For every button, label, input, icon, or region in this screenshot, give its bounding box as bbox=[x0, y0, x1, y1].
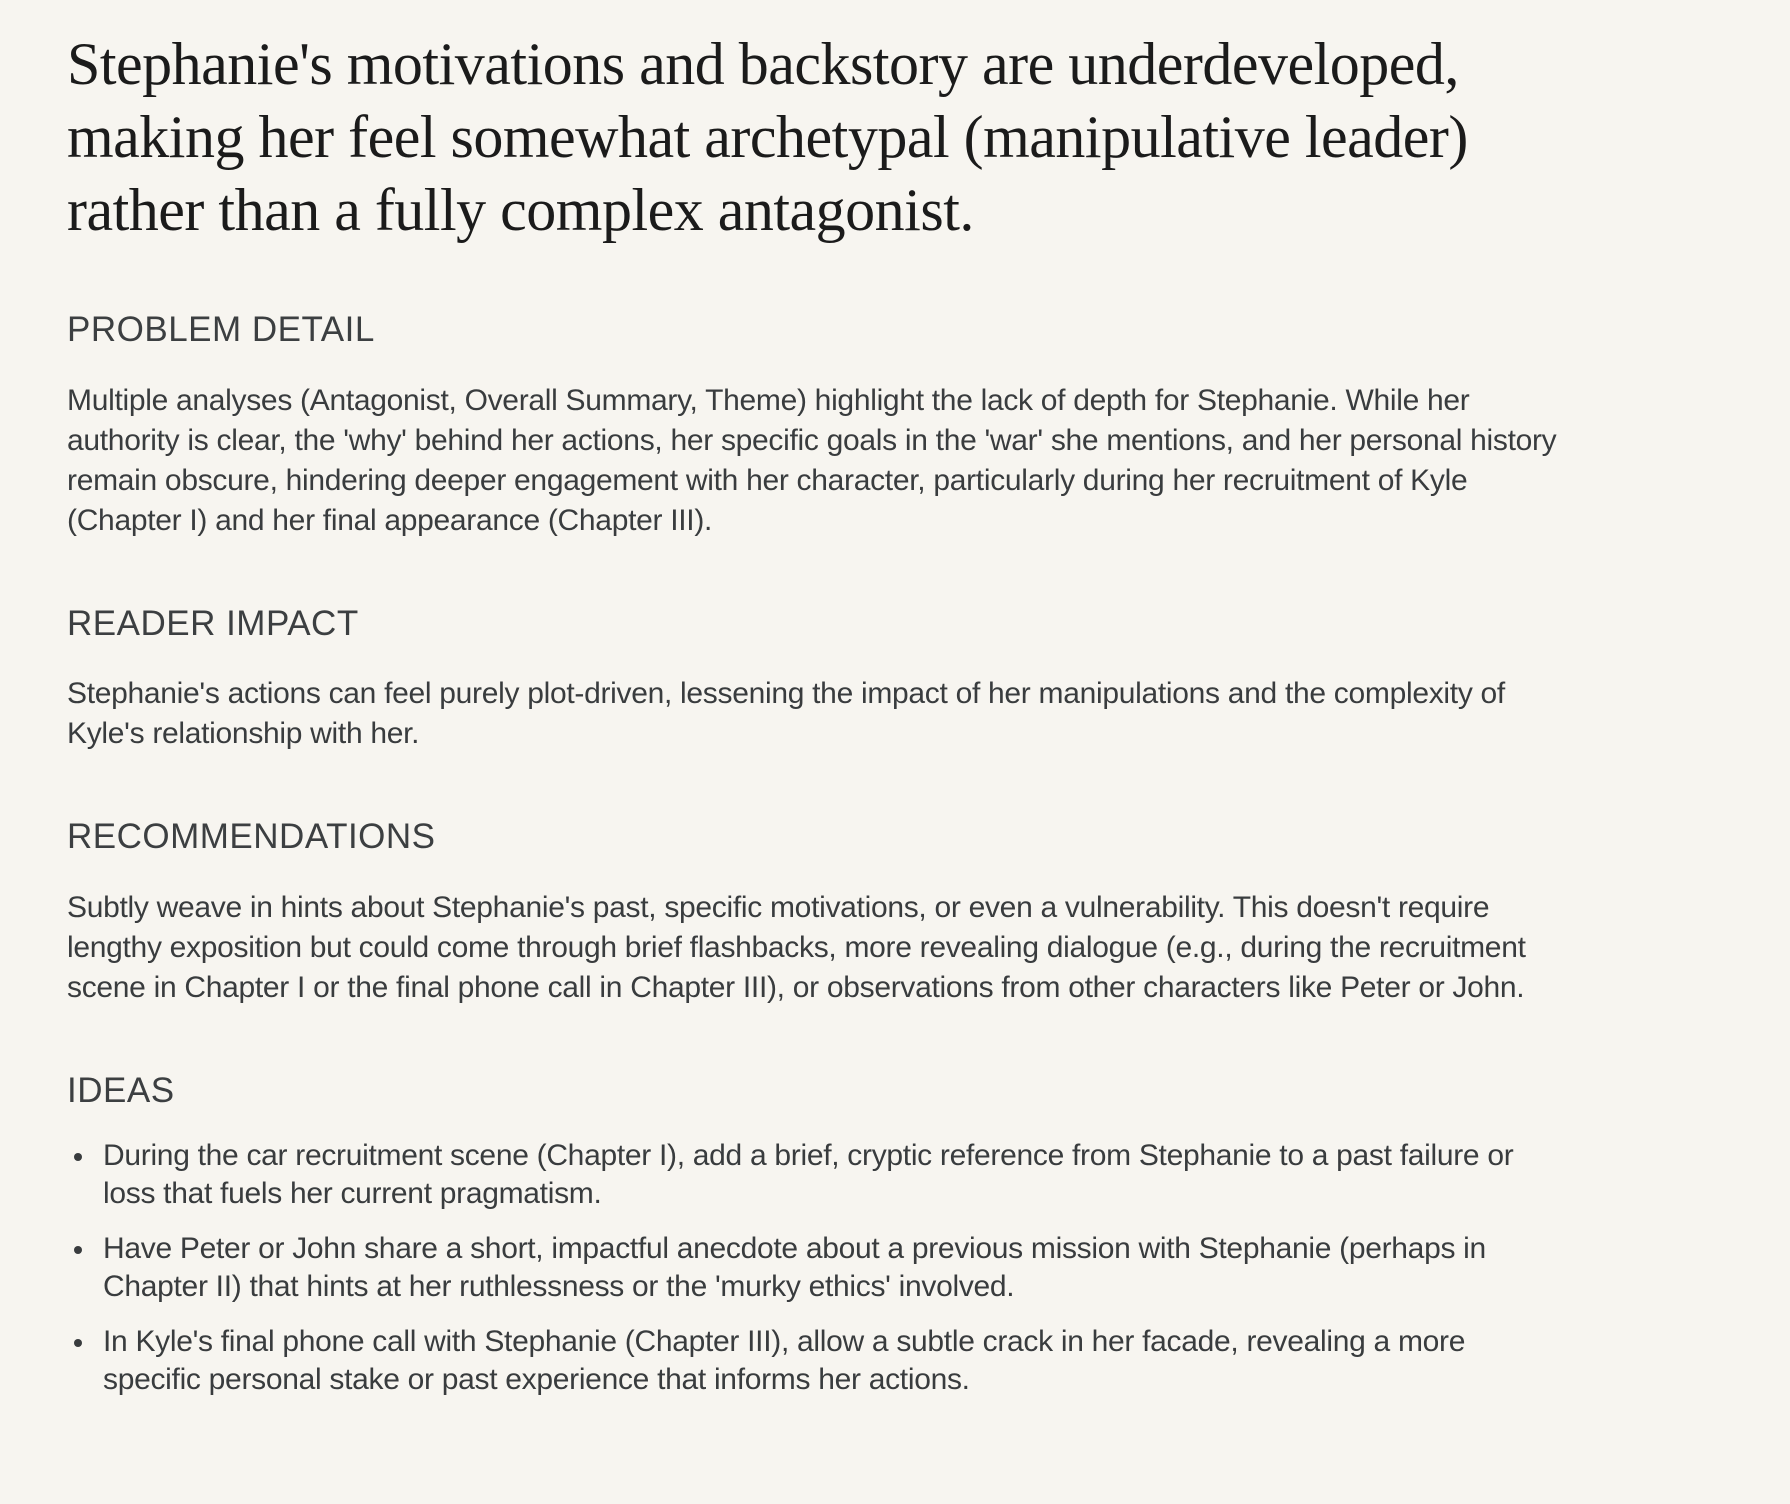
reader-impact-body: Stephanie's actions can feel purely plot-driven, lessening the impact of her manipulations and the complexity of Kyle's relationship with her. bbox=[67, 677, 1505, 750]
section-recommendations bbox=[67, 814, 1587, 1008]
reader-impact-heading: READER IMPACT bbox=[67, 603, 359, 643]
list-item: • During the car recruitment scene (Chapter I), add a brief, cryptic reference from Stephanie to a past failure or loss that fuels her current pragmatism. bbox=[97, 1137, 1537, 1213]
list-item: • Have Peter or John share a short, impactful anecdote about a previous mission with Stephanie (perhaps in Chapter II) that hints at her ruthlessness or the 'murky ethics' involved. bbox=[97, 1230, 1537, 1306]
problem-detail-heading: PROBLEM DETAIL bbox=[67, 310, 375, 349]
list-item: • In Kyle's final phone call with Stephanie (Chapter III), allow a subtle crack in her facade, revealing a more specific personal stake or past experience that informs her actions. bbox=[97, 1323, 1537, 1399]
section-ideas bbox=[67, 1068, 1587, 1400]
problem-detail-body: Multiple analyses (Antagonist, Overall Summary, Theme) highlight the lack of depth for Stephanie. While her authority is clear, the 'why' behind her actions, her specific goals in the 'war' she mentions, and her personal history remain obscure, hindering deeper engagement with her character, particularly during her recruitment of Kyle (Chapter I) and her final appearance (Chapter III). bbox=[67, 383, 1557, 537]
page-title: Stephanie's motivations and backstory are underdeveloped, making her feel somewhat archetypal (manipulative leader) rather than a fully complex antagonist. bbox=[67, 31, 1468, 243]
section-reader-impact bbox=[67, 601, 1587, 755]
section-problem-detail bbox=[67, 307, 1587, 541]
ideas-heading: IDEAS bbox=[67, 1070, 175, 1110]
recommendations-heading: RECOMMENDATIONS bbox=[67, 817, 436, 856]
recommendations-body: Subtly weave in hints about Stephanie's past, specific motivations, or even a vulnerability. This doesn't require lengthy exposition but could come through brief flashbacks, more revealing dialogue (e.g., during the recruitment scene in Chapter I or the final phone call in Chapter III), or observations from other characters like Peter or John. bbox=[67, 890, 1526, 1004]
ideas-list bbox=[67, 1137, 1537, 1399]
